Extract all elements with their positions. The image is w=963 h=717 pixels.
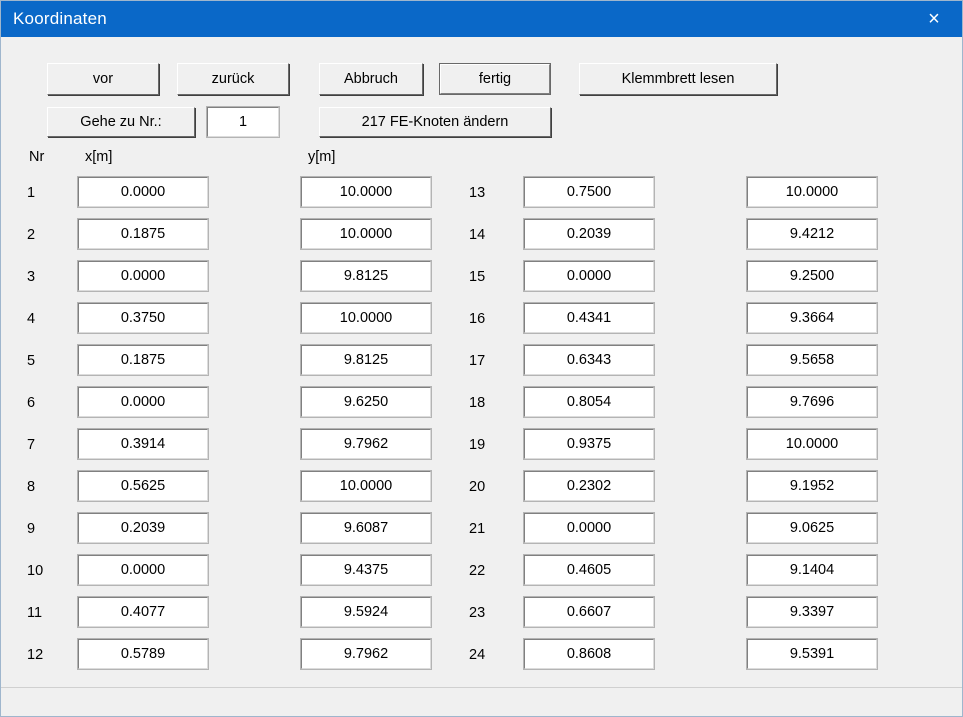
y-coordinate-input[interactable]: 10.0000 — [747, 177, 877, 207]
row-number: 21 — [469, 521, 486, 537]
y-coordinate-input[interactable]: 10.0000 — [301, 177, 431, 207]
row-number: 14 — [469, 227, 486, 243]
row-number: 3 — [27, 269, 36, 285]
y-coordinate-input[interactable]: 9.0625 — [747, 513, 877, 543]
y-coordinate-input[interactable]: 9.7962 — [301, 429, 431, 459]
table-row — [1, 597, 962, 639]
x-coordinate-input[interactable]: 0.3750 — [78, 303, 208, 333]
row-number: 7 — [27, 437, 36, 453]
x-coordinate-input[interactable]: 0.8608 — [524, 639, 654, 669]
y-coordinate-input[interactable]: 9.4375 — [301, 555, 431, 585]
row-number: 19 — [469, 437, 486, 453]
x-coordinate-input[interactable]: 0.4077 — [78, 597, 208, 627]
table-row — [1, 387, 962, 429]
x-coordinate-input[interactable]: 0.0000 — [524, 261, 654, 291]
change-fe-nodes-button[interactable]: 217 FE-Knoten ändern — [319, 107, 551, 137]
x-coordinate-input[interactable]: 0.1875 — [78, 345, 208, 375]
x-coordinate-input[interactable]: 0.0000 — [78, 387, 208, 417]
row-number: 11 — [27, 605, 43, 621]
x-coordinate-input[interactable]: 0.2302 — [524, 471, 654, 501]
y-coordinate-input[interactable]: 10.0000 — [301, 303, 431, 333]
row-number: 12 — [27, 647, 44, 663]
x-coordinate-input[interactable]: 0.1875 — [78, 219, 208, 249]
x-coordinate-input[interactable]: 0.0000 — [78, 555, 208, 585]
row-number: 6 — [27, 395, 36, 411]
x-coordinate-input[interactable]: 0.0000 — [78, 261, 208, 291]
row-number: 13 — [469, 185, 486, 201]
window-title: Koordinaten — [13, 9, 107, 28]
y-coordinate-input[interactable]: 9.4212 — [747, 219, 877, 249]
y-coordinate-input[interactable]: 9.6087 — [301, 513, 431, 543]
table-row — [1, 261, 962, 303]
x-coordinate-input[interactable]: 0.7500 — [524, 177, 654, 207]
y-coordinate-input[interactable]: 9.3664 — [747, 303, 877, 333]
row-number: 2 — [27, 227, 36, 243]
row-number: 24 — [469, 647, 486, 663]
done-button-label: fertig — [440, 64, 550, 94]
row-number: 4 — [27, 311, 36, 327]
footer-divider — [1, 687, 962, 688]
y-coordinate-input[interactable]: 9.3397 — [747, 597, 877, 627]
x-coordinate-input[interactable]: 0.6607 — [524, 597, 654, 627]
table-row — [1, 177, 962, 219]
header-y: y[m] — [308, 149, 336, 165]
y-coordinate-input[interactable]: 9.5924 — [301, 597, 431, 627]
row-number: 18 — [469, 395, 486, 411]
x-coordinate-input[interactable]: 0.4605 — [524, 555, 654, 585]
header-x: x[m] — [85, 149, 113, 165]
row-number: 20 — [469, 479, 486, 495]
y-coordinate-input[interactable]: 10.0000 — [747, 429, 877, 459]
y-coordinate-input[interactable]: 9.7696 — [747, 387, 877, 417]
table-row — [1, 471, 962, 513]
y-coordinate-input[interactable]: 9.6250 — [301, 387, 431, 417]
x-coordinate-input[interactable]: 0.0000 — [78, 177, 208, 207]
done-button[interactable] — [439, 63, 551, 95]
y-coordinate-input[interactable]: 9.2500 — [747, 261, 877, 291]
row-number: 9 — [27, 521, 36, 537]
row-number: 22 — [469, 563, 486, 579]
table-row — [1, 555, 962, 597]
y-coordinate-input[interactable]: 9.5391 — [747, 639, 877, 669]
row-number: 23 — [469, 605, 486, 621]
toolbar-secondary — [1, 107, 962, 139]
table-row — [1, 513, 962, 555]
y-coordinate-input[interactable]: 9.5658 — [747, 345, 877, 375]
goto-number-button[interactable]: Gehe zu Nr.: — [47, 107, 195, 137]
y-coordinate-input[interactable]: 10.0000 — [301, 471, 431, 501]
row-number: 16 — [469, 311, 486, 327]
row-number: 17 — [469, 353, 486, 369]
y-coordinate-input[interactable]: 9.8125 — [301, 345, 431, 375]
x-coordinate-input[interactable]: 0.0000 — [524, 513, 654, 543]
x-coordinate-input[interactable]: 0.2039 — [524, 219, 654, 249]
y-coordinate-input[interactable]: 9.1952 — [747, 471, 877, 501]
x-coordinate-input[interactable]: 0.3914 — [78, 429, 208, 459]
x-coordinate-input[interactable]: 0.5789 — [78, 639, 208, 669]
table-row — [1, 219, 962, 261]
x-coordinate-input[interactable]: 0.6343 — [524, 345, 654, 375]
x-coordinate-input[interactable]: 0.8054 — [524, 387, 654, 417]
cancel-button[interactable]: Abbruch — [319, 63, 423, 95]
x-coordinate-input[interactable]: 0.4341 — [524, 303, 654, 333]
close-icon[interactable]: × — [928, 8, 940, 30]
title-bar — [1, 1, 962, 37]
x-coordinate-input[interactable]: 0.5625 — [78, 471, 208, 501]
dialog-client-area — [1, 37, 962, 717]
row-number: 1 — [27, 185, 36, 201]
table-row — [1, 303, 962, 345]
row-number: 15 — [469, 269, 486, 285]
next-button[interactable]: vor — [47, 63, 159, 95]
x-coordinate-input[interactable]: 0.9375 — [524, 429, 654, 459]
goto-number-input[interactable]: 1 — [207, 107, 279, 137]
x-coordinate-input[interactable]: 0.2039 — [78, 513, 208, 543]
row-number: 10 — [27, 563, 44, 579]
toolbar-primary — [1, 63, 962, 97]
table-row — [1, 639, 962, 681]
row-number: 8 — [27, 479, 36, 495]
header-nr: Nr — [29, 149, 45, 165]
back-button[interactable]: zurück — [177, 63, 289, 95]
y-coordinate-input[interactable]: 9.8125 — [301, 261, 431, 291]
y-coordinate-input[interactable]: 9.1404 — [747, 555, 877, 585]
read-clipboard-button[interactable]: Klemmbrett lesen — [579, 63, 777, 95]
y-coordinate-input[interactable]: 10.0000 — [301, 219, 431, 249]
y-coordinate-input[interactable]: 9.7962 — [301, 639, 431, 669]
row-number: 5 — [27, 353, 36, 369]
table-row — [1, 345, 962, 387]
table-row — [1, 429, 962, 471]
